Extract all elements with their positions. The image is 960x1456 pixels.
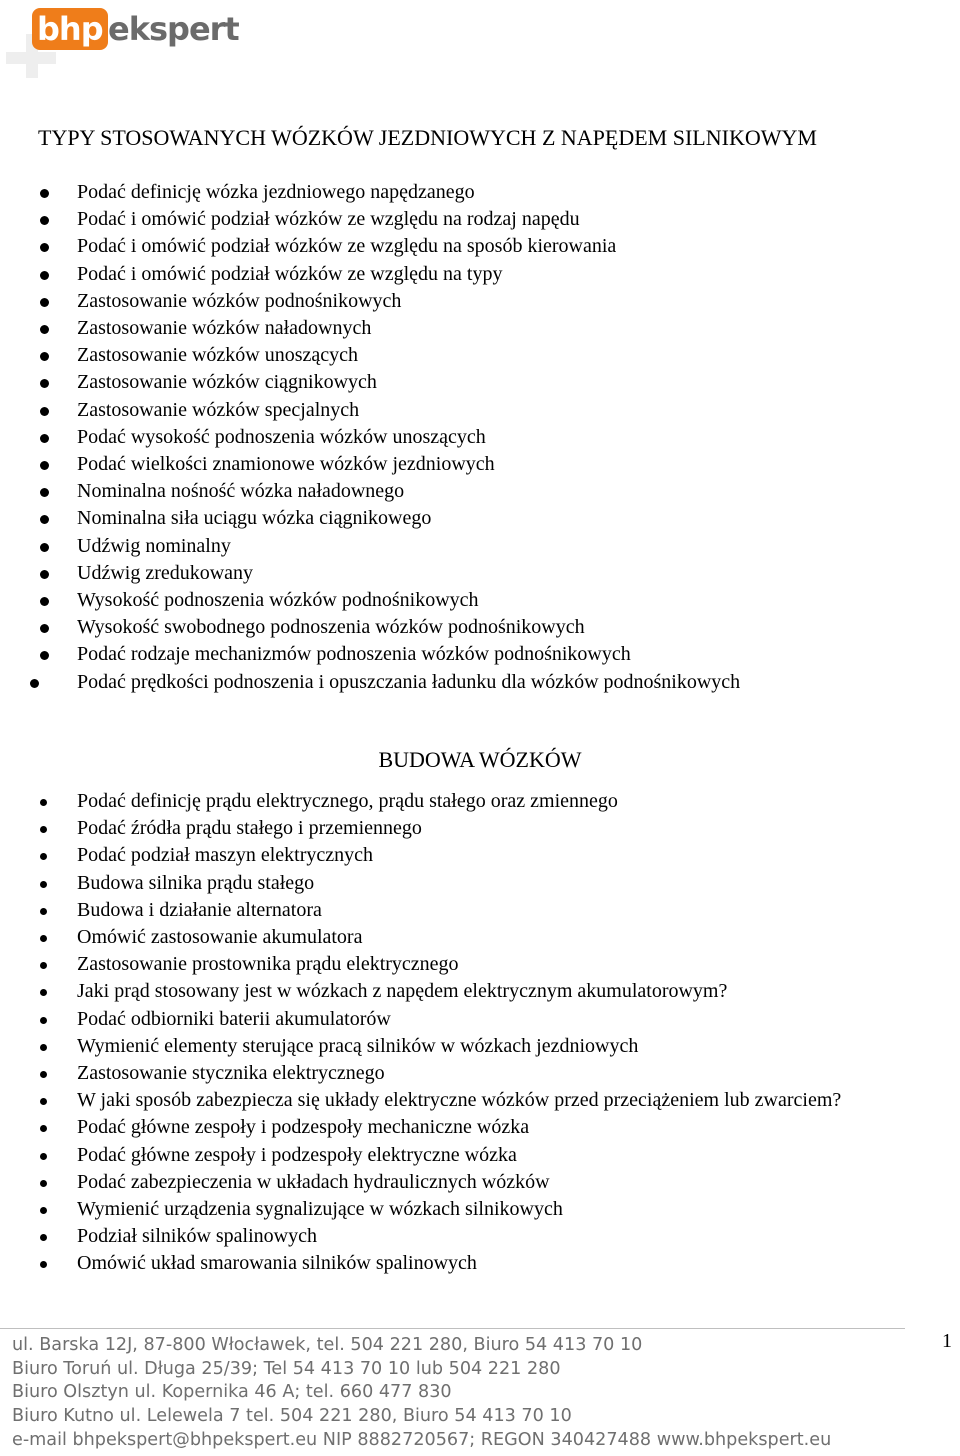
bullet-icon [40, 651, 49, 660]
types-question-list [0, 179, 740, 696]
bullet-icon [40, 624, 49, 633]
list-item: Podać główne zespoły i podzespoły mechaniczne wózka [0, 1114, 879, 1141]
bullet-icon [40, 407, 49, 416]
list-item: W jaki sposób zabezpiecza się układy elektryczne wózków przed przeciążeniem lub zwarciem? [0, 1087, 879, 1114]
bullet-icon [40, 1125, 47, 1132]
footer-contact [12, 1334, 831, 1453]
plus-decoration [6, 52, 56, 64]
bullet-icon [40, 1153, 47, 1160]
list-item: Zastosowanie wózków ciągnikowych [0, 369, 740, 396]
bullet-icon [40, 989, 47, 996]
bullet-icon [40, 908, 47, 915]
list-item: Podać odbiorniki baterii akumulatorów [0, 1006, 879, 1033]
list-item: Jaki prąd stosowany jest w wózkach z napędem elektrycznym akumulatorowym? [0, 978, 879, 1005]
footer-line: e-mail bhpekspert@bhpekspert.eu NIP 8882720567; REGON 340427488 www.bhpekspert.eu [12, 1429, 832, 1450]
footer-line: Biuro Olsztyn ul. Kopernika 46 A; tel. 660 477 830 [12, 1382, 452, 1403]
list-item: Podać rodzaje mechanizmów podnoszenia wózków podnośnikowych [0, 641, 740, 668]
bullet-icon [40, 597, 49, 606]
bullet-icon [40, 515, 49, 524]
bullet-icon [40, 379, 49, 388]
footer-line: ul. Barska 12J, 87-800 Włocławek, tel. 504 221 280, Biuro 54 413 70 10 [12, 1335, 643, 1355]
list-item: Podać i omówić podział wózków ze względu na sposób kierowania [0, 233, 740, 260]
section-title-construction: BUDOWA WÓZKÓW [378, 747, 582, 772]
list-item: Zastosowanie prostownika prądu elektrycznego [0, 951, 879, 978]
list-item: Budowa i działanie alternatora [0, 897, 879, 924]
list-item: Wysokość podnoszenia wózków podnośnikowych [0, 587, 740, 614]
bullet-icon [40, 1234, 47, 1241]
bullet-icon [40, 1044, 47, 1051]
bullet-icon [40, 243, 49, 252]
list-item: Nominalna siła uciągu wózka ciągnikowego [0, 505, 740, 532]
footer-line: Biuro Kutno ul. Lelewela 7 tel. 504 221 280, Biuro 54 413 70 10 [12, 1406, 572, 1427]
section-title-types: TYPY STOSOWANYCH WÓZKÓW JEZDNIOWYCH Z NAPĘDEM SILNIKOWYM [38, 125, 817, 150]
bullet-icon [40, 935, 47, 942]
list-item: Zastosowanie wózków specjalnych [0, 397, 740, 424]
list-item: Podać źródła prądu stałego i przemiennego [0, 815, 879, 842]
bullet-icon [40, 1071, 47, 1078]
bullet-icon [40, 853, 47, 860]
bullet-icon [40, 881, 47, 888]
list-item: Wysokość swobodnego podnoszenia wózków podnośnikowych [0, 614, 740, 641]
list-item: Podać definicję prądu elektrycznego, prądu stałego oraz zmiennego [0, 788, 879, 815]
list-item: Zastosowanie wózków naładownych [0, 315, 740, 342]
list-item: Omówić zastosowanie akumulatora [0, 924, 879, 951]
list-item: Udźwig nominalny [0, 533, 740, 560]
list-item: Podać definicję wózka jezdniowego napędzanego [0, 179, 740, 206]
list-item: Zastosowanie wózków unoszących [0, 342, 740, 369]
bullet-icon [40, 1207, 47, 1214]
bullet-icon [40, 1180, 47, 1187]
list-item: Podać podział maszyn elektrycznych [0, 842, 879, 869]
logo-ekspert: ekspert [108, 10, 239, 48]
bullet-icon [40, 189, 49, 198]
bullet-icon [40, 799, 47, 806]
construction-question-list [0, 788, 879, 1278]
list-item: Podać wielkości znamionowe wózków jezdniowych [0, 451, 740, 478]
bullet-icon [40, 570, 49, 579]
bullet-icon [40, 962, 47, 969]
bullet-icon [40, 1017, 47, 1024]
list-item: Podać i omówić podział wózków ze względu na rodzaj napędu [0, 206, 740, 233]
list-item: Omówić układ smarowania silników spalinowych [0, 1250, 879, 1277]
bhpekspert-logo [0, 0, 239, 80]
bullet-icon [40, 488, 49, 497]
bullet-icon [40, 434, 49, 443]
bullet-icon [30, 679, 39, 688]
bullet-icon [40, 1098, 47, 1105]
list-item: Podział silników spalinowych [0, 1223, 879, 1250]
footer-line: Biuro Toruń ul. Długa 25/39; Tel 54 413 70 10 lub 504 221 280 [12, 1358, 561, 1379]
bullet-icon [40, 325, 49, 334]
footer-divider [0, 1328, 905, 1329]
page-number: 1 [942, 1330, 952, 1352]
bullet-icon [40, 352, 49, 361]
list-item: Udźwig zredukowany [0, 560, 740, 587]
bullet-icon [40, 461, 49, 470]
list-item: Nominalna nośność wózka naładownego [0, 478, 740, 505]
list-item: Podać i omówić podział wózków ze względu na typy [0, 261, 740, 288]
list-item: Zastosowanie stycznika elektrycznego [0, 1060, 879, 1087]
list-item: Zastosowanie wózków podnośnikowych [0, 288, 740, 315]
list-item: Budowa silnika prądu stałego [0, 870, 879, 897]
bullet-icon [40, 298, 49, 307]
logo-bhp: bhp [32, 8, 108, 50]
bullet-icon [40, 826, 47, 833]
list-item: Podać prędkości podnoszenia i opuszczania ładunku dla wózków podnośnikowych [0, 669, 740, 696]
bullet-icon [40, 543, 49, 552]
list-item: Wymienić elementy sterujące pracą silników w wózkach jezdniowych [0, 1033, 879, 1060]
bullet-icon [40, 216, 49, 225]
list-item: Wymienić urządzenia sygnalizujące w wózkach silnikowych [0, 1196, 879, 1223]
list-item: Podać główne zespoły i podzespoły elektryczne wózka [0, 1142, 879, 1169]
bullet-icon [40, 271, 49, 280]
list-item: Podać wysokość podnoszenia wózków unoszących [0, 424, 740, 451]
list-item: Podać zabezpieczenia w układach hydraulicznych wózków [0, 1169, 879, 1196]
bullet-icon [40, 1261, 47, 1268]
